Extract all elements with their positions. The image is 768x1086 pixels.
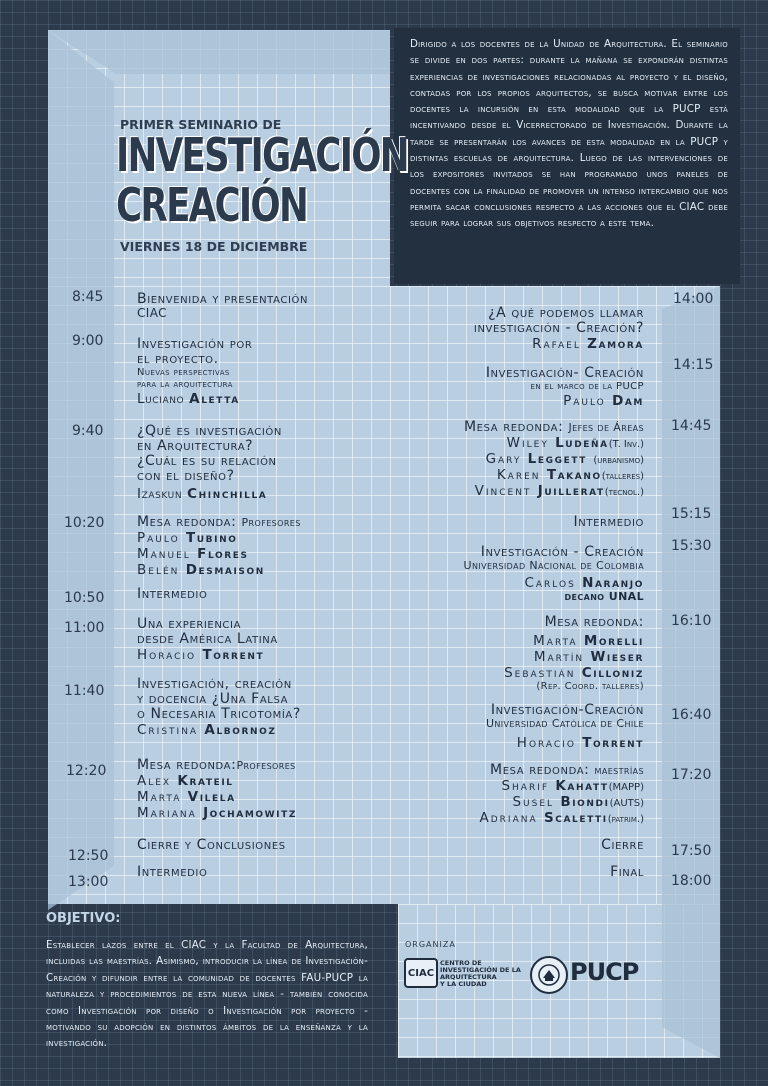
time-label: 11:00: [64, 620, 105, 636]
session-torrent: Una experiencia desde América Latina Horacio Torrent: [137, 616, 278, 663]
event-date: VIERNES 18 DE DICIEMBRE: [120, 239, 308, 254]
session-final: Final: [610, 864, 644, 880]
session-naranjo: Investigación - Creación Universidad Nacional de Colombia Carlos Naranjo decano UNAL: [463, 544, 644, 603]
title-line-1: INVESTIGACIÓN: [116, 128, 408, 182]
time-label: 9:40: [72, 423, 104, 439]
time-label: 12:20: [66, 763, 107, 779]
time-label: 17:50: [671, 843, 712, 859]
session-panel-profesores-2: Mesa redonda:Profesores Alex Krateil Marta Vilela Mariana Jochamowitz: [137, 757, 297, 821]
time-label: 9:00: [72, 333, 104, 349]
objective-text: Establecer lazos entre el CIAC y la Facultad de Arquitectura, incluidas las maestrías. Asimismo, introducir la línea de Investigación-Creación y difundir entre la comunidad de docentes FAU-PUCP la naturaleza y procedimientos de esta nueva línea - también conocida como Investigación por diseño o Investigación por proyecto - motivando su adopción en distintos ámbitos de la enseñanza y la investigación.: [46, 939, 368, 1050]
time-label: 14:15: [673, 357, 714, 373]
time-label: 14:45: [671, 418, 712, 434]
session-torrent-chile: Investigación-Creación Universidad Católica de Chile Horacio Torrent: [485, 702, 644, 751]
session-albornoz: Investigación, creación y docencia ¿Una Falsa o Necesaria Tricotomía? Cristina Albornoz: [137, 676, 301, 738]
time-label: 14:00: [673, 291, 714, 307]
time-label: 16:40: [671, 707, 712, 723]
session-welcome: Bienvenida y presentación CIAC: [137, 291, 309, 320]
time-label: 15:15: [671, 506, 712, 522]
session-panel-profesores-1: Mesa redonda: Profesores Paulo Tubino Manuel Flores Belén Desmaison: [137, 514, 301, 578]
time-label: 11:40: [64, 683, 105, 699]
room-right-wall: [662, 286, 720, 1058]
session-intermedio-2: Intermedio: [137, 864, 208, 880]
session-dam: Investigación- Creación en el marco de la PUCP Paulo Dam: [485, 365, 644, 409]
time-label: 15:30: [671, 538, 712, 554]
pucp-seal-icon: [530, 956, 568, 994]
seminar-kicker: PRIMER SEMINARIO DE: [120, 117, 282, 132]
organiza-label: ORGANIZA: [405, 940, 456, 949]
time-label: 16:10: [671, 613, 712, 629]
session-cierre: Cierre: [601, 837, 644, 853]
session-zamora: ¿A qué podemos llamar investigación - Creación? Rafael Zamora: [473, 305, 644, 352]
title-line-2: CREACIÓN: [116, 178, 308, 232]
time-label: 13:00: [68, 874, 109, 890]
time-label: 18:00: [671, 873, 712, 889]
session-intermedio-afternoon: Intermedio: [573, 514, 644, 530]
session-panel-maestrias: Mesa redonda: maestrías Sharif Kahatt(MAPP) Susel Biondi(AUTS) Adriana Scaletti(patrim.): [479, 762, 644, 826]
objective-title: OBJETIVO:: [46, 911, 121, 926]
time-label: 8:45: [72, 289, 104, 305]
ciac-logo: CIAC: [404, 958, 438, 988]
pucp-logo: PUCP: [570, 958, 639, 986]
session-cierre-conclusiones: Cierre y Conclusiones: [137, 837, 286, 853]
session-chinchilla: ¿Qué es investigación en Arquitectura? ¿Cuál es su relación con el diseño? Izaskun Chinchilla: [137, 423, 282, 502]
time-label: 10:50: [64, 590, 105, 606]
intro-text: Dirigido a los docentes de la Unidad de Arquitectura. El seminario se divide en dos partes: durante la mañana se expondrán distintas experiencias de investigaciones relacionadas al proyecto y el diseño, contadas por los propios arquitectos, se busca motivar entre los docentes la incursión en esta modalidad que la PUCP está incentivando desde el Vicerrectorado de Investigación. Durante la tarde se presentarán los avances de esta modalidad en la PUCP y distintas escuelas de arquitectura. Luego de las intervenciones de los expositores invitados se han programado unos paneles de docentes con la finalidad de promover un intenso intercambio que nos permita sacar conclusiones respecto a las acciones que el CIAC debe seguir para lograr sus objetivos respecto a este tema.: [410, 38, 728, 230]
session-intermedio-morning: Intermedio: [137, 586, 208, 602]
time-label: 17:20: [671, 767, 712, 783]
time-label: 12:50: [68, 848, 109, 864]
session-panel-afternoon: Mesa redonda: Marta Morelli Martín Wieser Sebastián Cilloniz (Rep. Coord. talleres): [504, 614, 644, 692]
time-label: 10:20: [64, 515, 105, 531]
session-aletta: Investigación por el proyecto. Nuevas perspectivas para la arquitectura Luciano Aletta: [137, 336, 253, 407]
ciac-fullname: CENTRO DE INVESTIGACIÓN DE LA ARQUITECTURA Y LA CIUDAD: [440, 959, 521, 988]
session-panel-jefes: Mesa redonda: Jefes de Áreas Wiley Ludeña(T. Inv.) Gary Leggett (urbanismo) Karen Takano(talleres) Vincent Juillerat(tecnol.): [463, 419, 644, 499]
